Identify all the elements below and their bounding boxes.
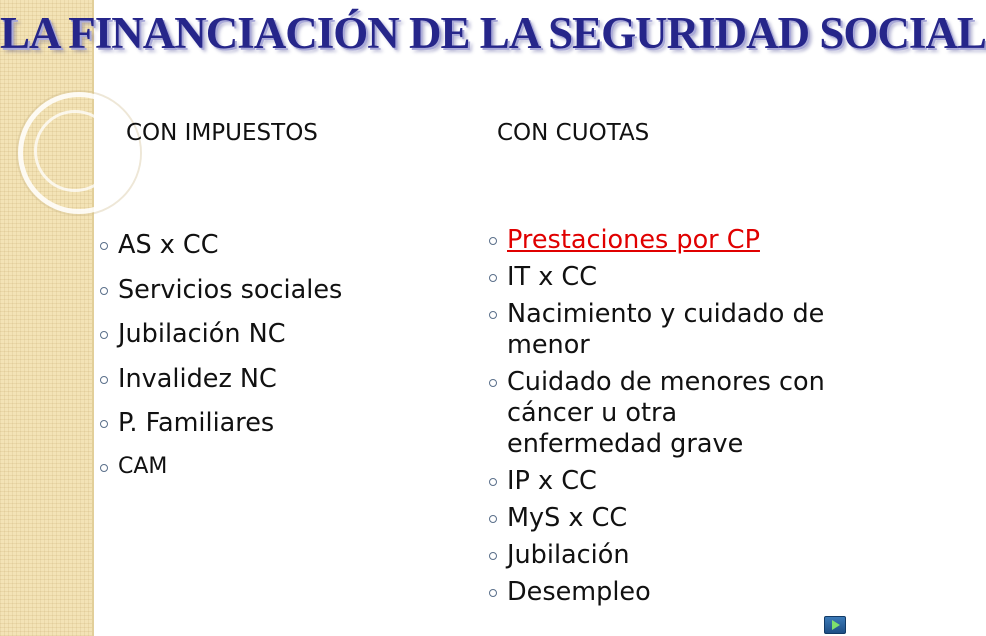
list-item-label: Invalidez NC [118, 363, 277, 394]
column-heading-impuestos: CON IMPUESTOS [126, 120, 318, 146]
bullet-icon [489, 237, 497, 245]
bullet-icon [489, 515, 497, 523]
bullet-icon [489, 379, 497, 387]
list-item [489, 577, 839, 608]
bullet-icon [100, 331, 108, 339]
bullet-icon [489, 478, 497, 486]
bullet-icon [489, 274, 497, 282]
prestaciones-link[interactable]: Prestaciones por CP [507, 225, 760, 255]
list-item [100, 453, 460, 481]
list-item-label: CAM [118, 453, 168, 479]
list-item [489, 299, 839, 361]
list-item-link[interactable] [489, 225, 839, 256]
impuestos-list [100, 230, 460, 494]
list-item-label: Nacimiento y cuidado de menor [507, 299, 825, 360]
bullet-icon [489, 552, 497, 560]
bullet-icon [489, 589, 497, 597]
list-item-label: Jubilación [507, 540, 630, 570]
bullet-icon [100, 242, 108, 250]
list-item [100, 275, 460, 306]
list-item [489, 466, 839, 497]
cuotas-list [489, 225, 839, 614]
list-item [100, 319, 460, 350]
bullet-icon [489, 311, 497, 319]
list-item-label: IT x CC [507, 262, 598, 292]
bullet-icon [100, 420, 108, 428]
list-item [489, 367, 839, 460]
list-item-label: AS x CC [118, 230, 219, 260]
slide-title: LA FINANCIACIÓN DE LA SEGURIDAD SOCIAL [0, 8, 986, 58]
bullet-icon [100, 287, 108, 295]
list-item-label: IP x CC [507, 466, 597, 496]
column-heading-cuotas: CON CUOTAS [497, 120, 650, 146]
list-item [100, 364, 460, 395]
list-item-label: Servicios sociales [118, 274, 343, 305]
next-slide-button[interactable] [824, 616, 846, 634]
list-item [100, 408, 460, 439]
bullet-icon [100, 376, 108, 384]
list-item [489, 503, 839, 534]
list-item-label: Cuidado de menores con cáncer u otra enfermedad grave [507, 367, 825, 459]
list-item [489, 262, 839, 293]
list-item-label: MyS x CC [507, 503, 628, 533]
bullet-icon [100, 464, 108, 472]
list-item-label: Jubilación NC [118, 319, 286, 349]
list-item [489, 540, 839, 571]
list-item-label: P. Familiares [118, 408, 275, 438]
list-item-label: Desempleo [507, 577, 651, 607]
list-item [100, 230, 460, 261]
decorative-swirl-inner [34, 110, 116, 192]
